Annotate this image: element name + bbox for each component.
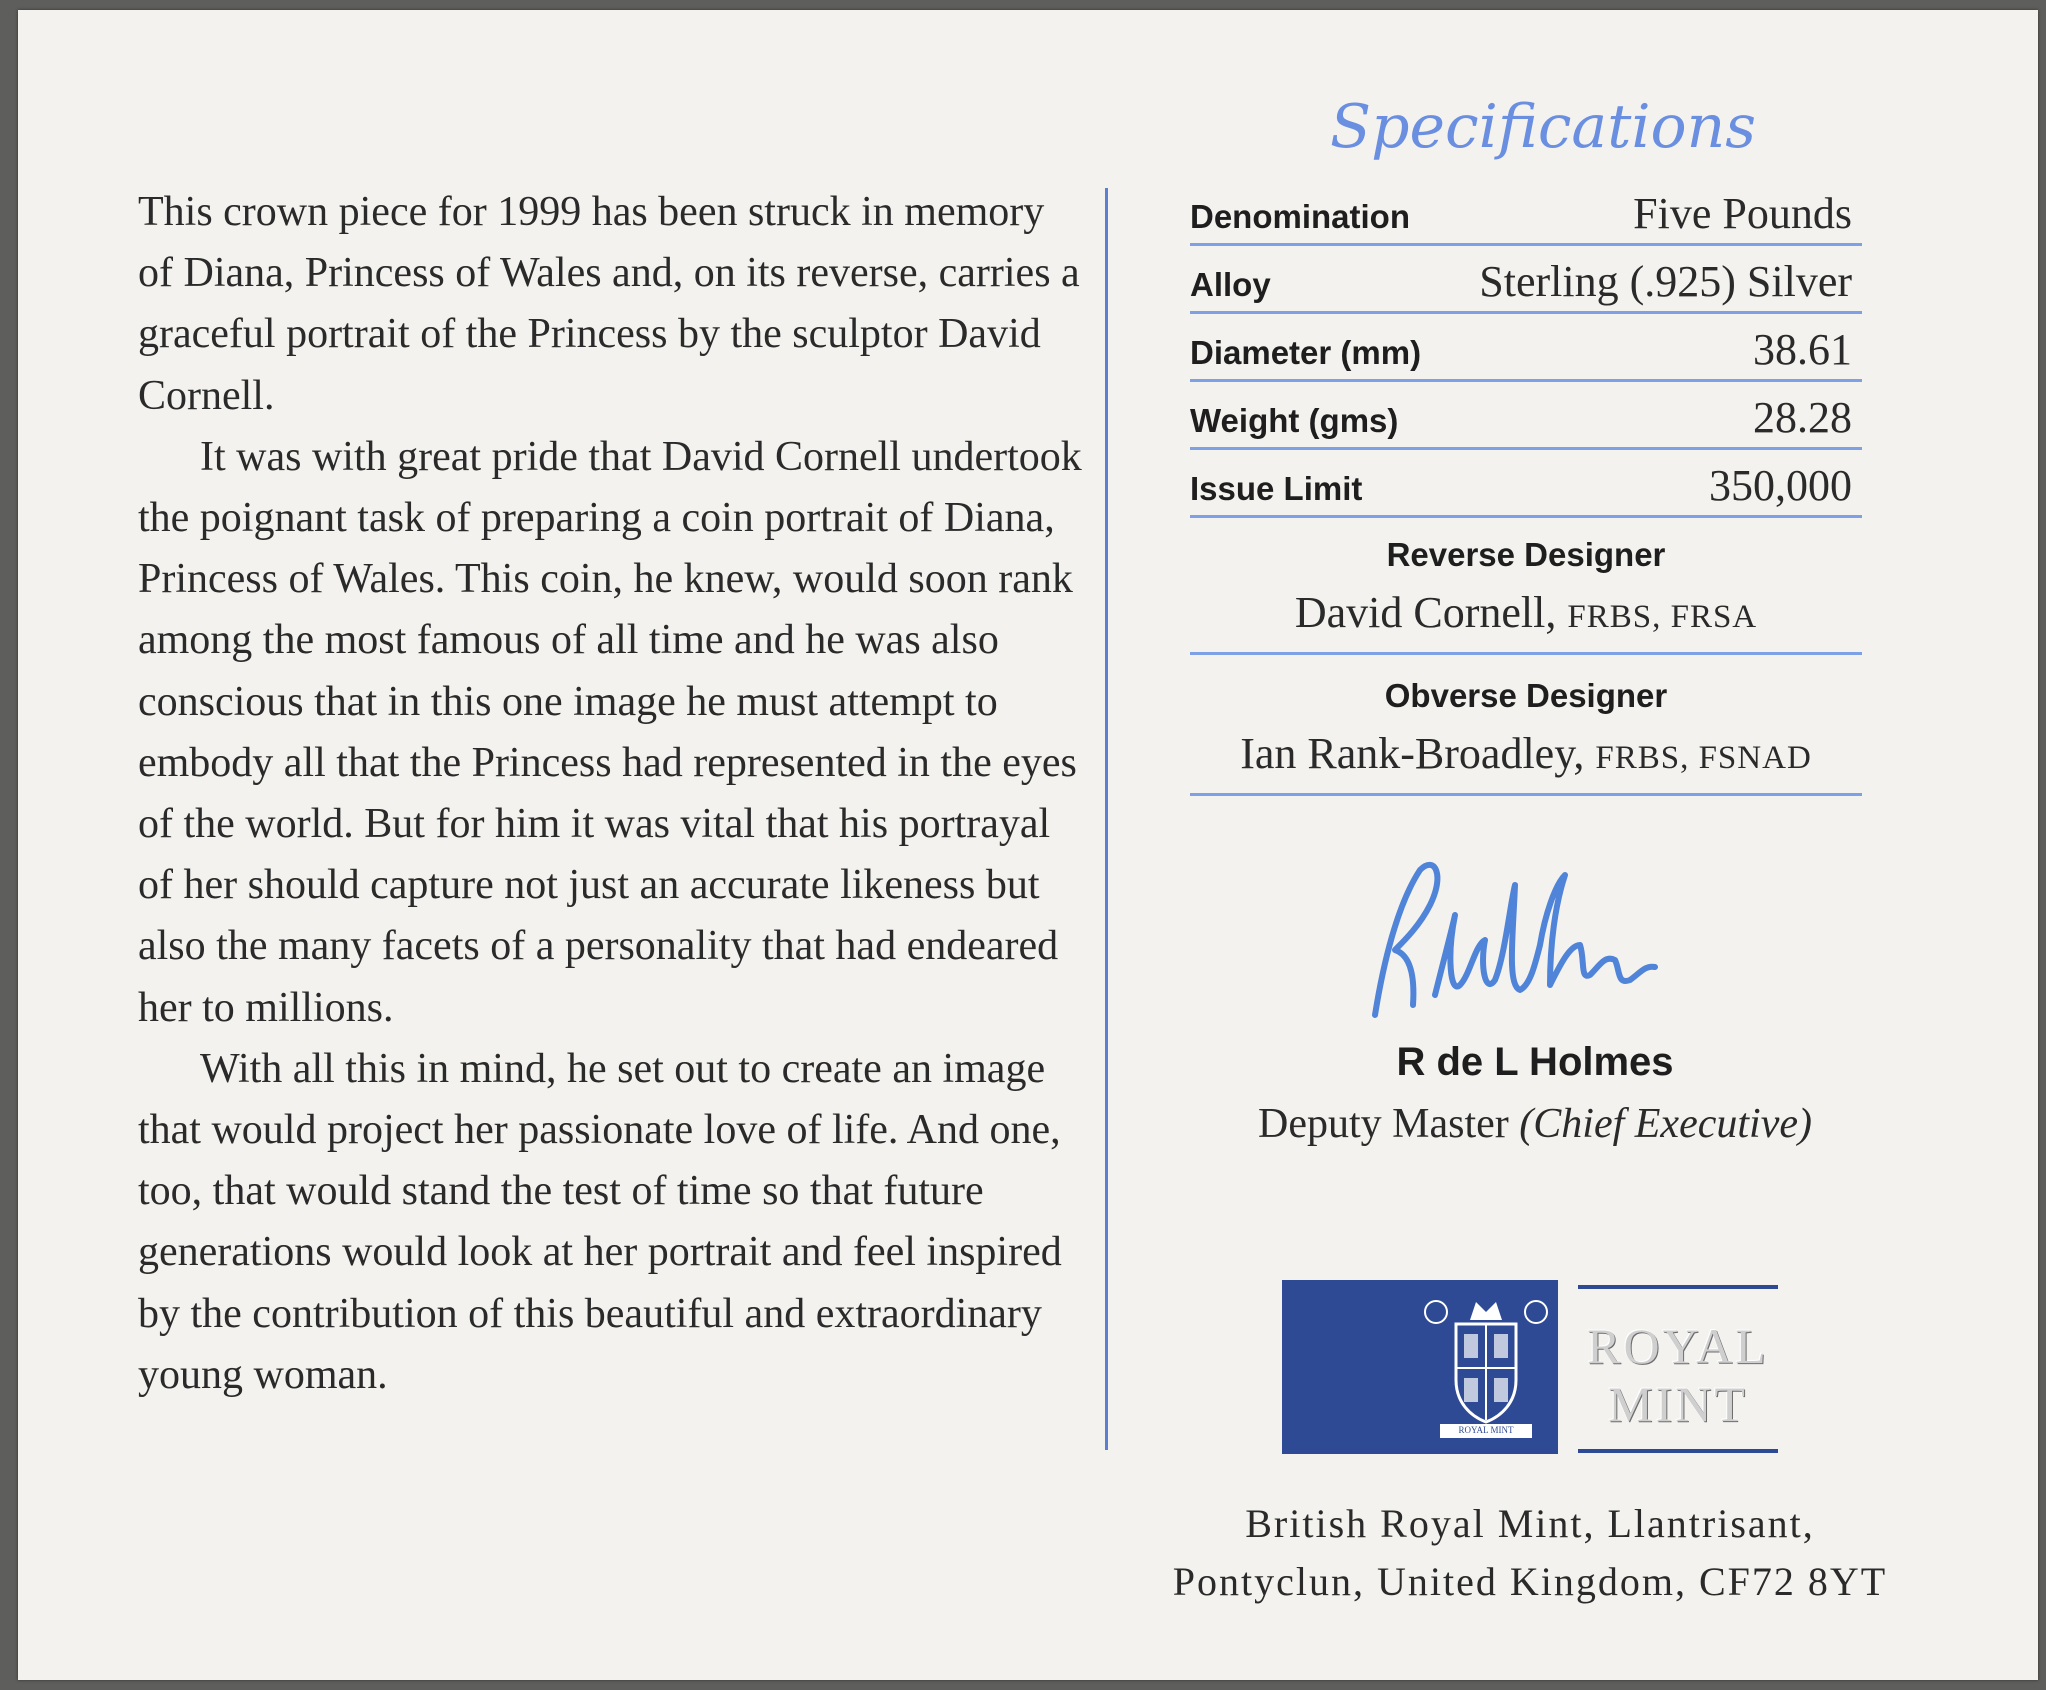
designer-name-text: Ian Rank-Broadley, <box>1240 729 1585 778</box>
designer-postnominals: FRBS, FSNAD <box>1595 740 1812 776</box>
designer-name-text: David Cornell, <box>1294 588 1557 637</box>
signatory-name: R de L Holmes <box>1396 1040 1674 1084</box>
description-text <box>138 182 1088 1406</box>
spec-row-denomination <box>1190 182 1862 246</box>
paragraph-1: This crown piece for 1999 has been struck in memory of Diana, Princess of Wales and, on its reverse, carries a graceful portrait of the Princess by the sculptor David Cornell. <box>138 189 1080 419</box>
spec-label: Weight (gms) <box>1190 402 1399 439</box>
paragraph-3: With all this in mind, he set out to create an image that would project her passionate love of life. And one, too, that would stand the test of time so that future generations would look at her portrait and feel inspired by the contribution of this beautiful and extraordinary young woman. <box>138 1045 1062 1398</box>
vertical-divider <box>1105 188 1108 1450</box>
spec-label: Diameter (mm) <box>1190 334 1422 371</box>
mint-address <box>1100 1495 1960 1611</box>
spec-row-alloy <box>1190 250 1862 314</box>
spec-label: Denomination <box>1190 198 1410 235</box>
address-line-2: Pontyclun, United Kingdom, CF72 8YT <box>1172 1559 1888 1604</box>
royal-mint-crest-logo <box>1282 1280 1558 1454</box>
spec-row-weight <box>1190 386 1862 450</box>
reverse-designer-name <box>1190 578 1862 652</box>
obverse-designer <box>1190 663 1862 796</box>
spec-value: 28.28 <box>1753 393 1852 442</box>
logo-ribbon-text: ROYAL MINT <box>1458 1425 1514 1435</box>
specifications-table <box>1190 182 1862 804</box>
wordmark-line-2: MINT <box>1608 1376 1748 1432</box>
signatory-title <box>1190 1100 1880 1148</box>
designer-postnominals: FRBS, FRSA <box>1567 599 1758 635</box>
specifications-title: Specifications <box>1330 92 1757 162</box>
paragraph-2: It was with great pride that David Cornell undertook the poignant task of preparing a coin portrait of Diana, Princess of Wales. This coin, he knew, would soon rank among the most famous of all time and he was also conscious that in this one image he must attempt to embody all that the Princess had represented in the eyes of the world. But for him it was vital that his portrayal of her should capture not just an accurate likeness but also the many facets of a personality that had endeared her to millions. <box>138 433 1082 1031</box>
spec-label: Issue Limit <box>1190 470 1363 507</box>
royal-mint-wordmark <box>1578 1285 1778 1453</box>
spec-row-issue-limit <box>1190 454 1862 518</box>
spec-value: 38.61 <box>1753 325 1852 374</box>
signature <box>1335 845 1735 1045</box>
signatory-role-detail: (Chief Executive) <box>1519 1101 1812 1147</box>
crest-icon <box>1420 1290 1552 1440</box>
address-line-1: British Royal Mint, Llantrisant, <box>1245 1501 1815 1546</box>
obverse-designer-label: Obverse Designer <box>1384 677 1668 714</box>
wordmark-line-1: ROYAL <box>1587 1318 1769 1374</box>
reverse-designer-label: Reverse Designer <box>1386 536 1666 573</box>
obverse-designer-name <box>1190 719 1862 793</box>
spec-value: Sterling (.925) Silver <box>1479 257 1852 306</box>
reverse-designer <box>1190 522 1862 655</box>
spec-value: 350,000 <box>1709 461 1852 510</box>
spec-label: Alloy <box>1190 266 1271 303</box>
signatory-role: Deputy Master <box>1258 1101 1509 1147</box>
spec-row-diameter <box>1190 318 1862 382</box>
spec-value: Five Pounds <box>1633 189 1852 238</box>
